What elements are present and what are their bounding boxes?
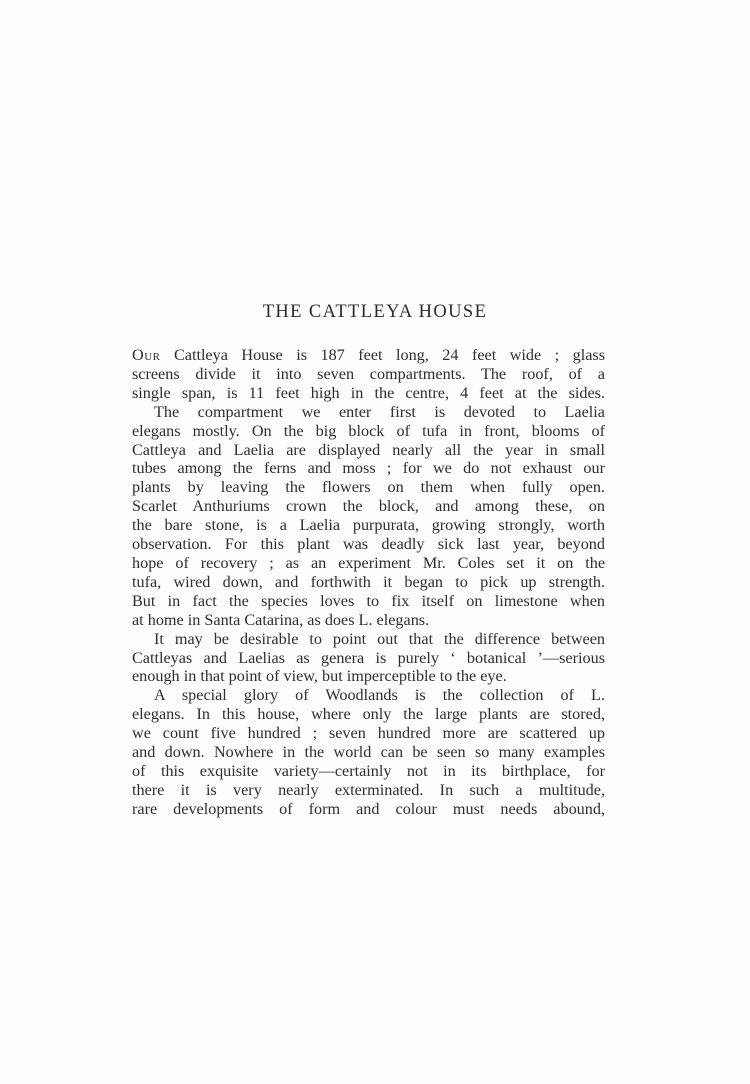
chapter-title: THE CATTLEYA HOUSE	[262, 302, 488, 322]
text-line: the bare stone, is a Laelia purpurata, growing strongly, worth	[132, 516, 605, 535]
text-line	[132, 346, 605, 365]
text-line: Cattleyas and Laelias as genera is purely ‘ botanical ’—serious	[132, 648, 605, 667]
text-line: at home in Santa Catarina, as does L. elegans.	[132, 610, 430, 629]
text-line: and down. Nowhere in the world can be seen so many examples	[132, 743, 605, 762]
text-line: rare developments of form and colour must needs abound,	[132, 799, 605, 818]
text-line: It may be desirable to point out that the difference between	[154, 629, 605, 648]
text-line-rest: Cattleya House is 187 feet long, 24 feet wide ; glass	[160, 346, 605, 364]
text-line: hope of recovery ; as an experiment Mr. Coles set it on the	[132, 553, 605, 572]
text-line: of this exquisite variety—certainly not in its birthplace, for	[132, 761, 605, 780]
text-line: we count five hundred ; seven hundred more are scattered up	[132, 724, 605, 743]
paragraph	[132, 346, 605, 403]
text-line: Cattleya and Laelia are displayed nearly all the year in small	[132, 440, 605, 459]
text-line: But in fact the species loves to fix itself on limestone when	[132, 591, 605, 610]
text-line: plants by leaving the flowers on them when fully open.	[132, 478, 605, 497]
text-line: elegans. In this house, where only the large plants are stored,	[132, 705, 605, 724]
text-line: enough in that point of view, but imperceptible to the eye.	[132, 667, 507, 686]
paragraph	[132, 686, 605, 818]
text-line: tubes among the ferns and moss ; for we do not exhaust our	[132, 459, 605, 478]
paragraph	[132, 403, 605, 630]
text-line: Scarlet Anthuriums crown the block, and among these, on	[132, 497, 605, 516]
text-line: observation. For this plant was deadly sick last year, beyond	[132, 535, 605, 554]
text-line: single span, is 11 feet high in the centre, 4 feet at the sides.	[132, 383, 605, 402]
text-line: The compartment we enter first is devoted to Laelia	[154, 402, 605, 421]
text-line: elegans mostly. On the big block of tufa in front, blooms of	[132, 421, 605, 440]
body-text	[132, 346, 605, 819]
text-line: there it is very nearly exterminated. In such a multitude,	[132, 780, 605, 799]
text-line: A special glory of Woodlands is the collection of L.	[154, 686, 605, 705]
text-line: screens divide it into seven compartments. The roof, of a	[132, 364, 605, 383]
small-caps-lead: Our	[132, 346, 161, 364]
text-line: tufa, wired down, and forthwith it began to pick up strength.	[132, 572, 605, 591]
paragraph	[132, 630, 605, 687]
